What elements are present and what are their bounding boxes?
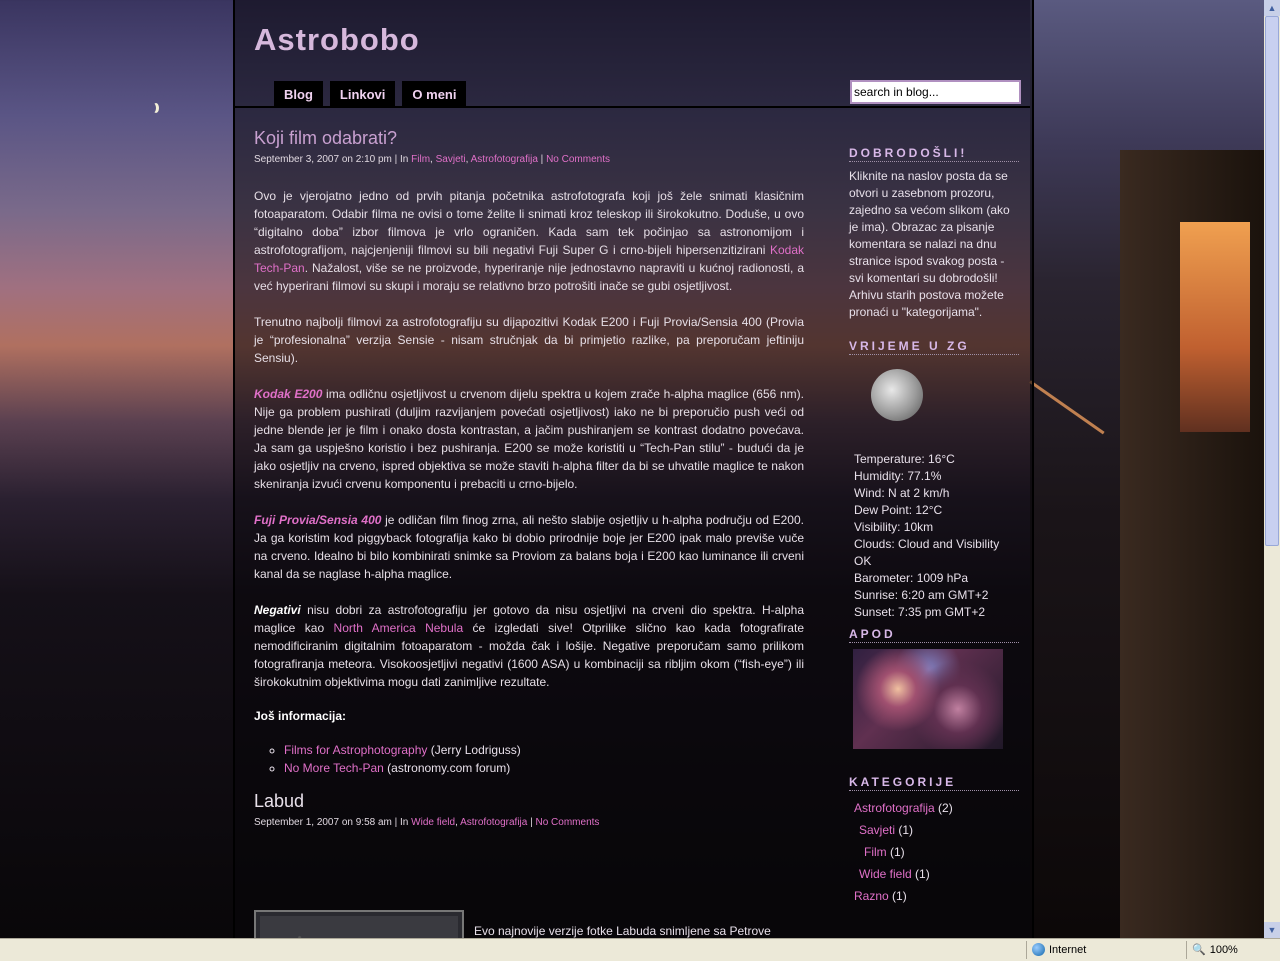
post-paragraph [254,385,804,493]
weather-sunset: Sunset: 7:35 pm GMT+2 [854,605,986,619]
zoom-level: 100% [1209,943,1238,956]
post-paragraph [254,187,804,295]
post-meta: September 3, 2007 on 2:10 pm | In Film, Savjeti, Astrofotografija | No Comments [254,154,610,165]
sky-moon [150,103,156,113]
kodak-techpan-link[interactable]: Kodak Tech-Pan [254,243,804,275]
list-item [284,759,804,777]
search-input[interactable] [850,80,1021,104]
sidebar [849,146,1019,907]
comments-link[interactable]: No Comments [535,817,600,828]
weather-heading: VRIJEME U ZG [849,339,1019,355]
category-item [854,819,1019,841]
weather-temperature: Temperature: 16°C [854,452,955,466]
paragraph-text: će izgledati sive! Otprilike slično kao kada fotografirate nemodificiranim digitalnim fotoaparatom - možda čak i lošije. Negative preporučam samo prilikom fotografiranja meteora. Visokoosjetljivi negativi (1600 ASA) u kombinaciji sa ribljim okom (“fish-eye”) ili širokokutnim objektivima mogu dati zanimljive rezultate. [254,621,804,689]
post-title[interactable]: Koji film odabrati? [254,128,398,148]
zoom-control[interactable] [1192,943,1238,956]
scroll-down-arrow-icon[interactable]: ▼ [1264,922,1280,938]
post-paragraph: Trenutno najbolji filmovi za astrofotografiju su dijapozitivi Kodak E200 i Fuji Provia/Sensia 400 (Provia je “profesionalna” verzija Sensie - nisam stručnjak da bi primjetio razlike, pa preporučam jeftiniju Sensiu). [254,315,804,365]
scene-rail [1029,380,1104,434]
category-item [854,841,1019,863]
category-item [854,885,1019,907]
north-america-nebula-link[interactable]: North America Nebula [333,621,464,635]
category-link-savjeti[interactable]: Savjeti [859,823,896,837]
weather-dew-point: Dew Point: 12°C [854,503,943,517]
status-divider [1026,941,1027,959]
weather-humidity: Humidity: 77.1% [854,469,942,483]
site-title[interactable]: Astrobobo [254,22,420,57]
categories-list [854,797,1019,907]
status-bar [0,938,1280,961]
weather-barometer: Barometer: 1009 hPa [854,571,969,585]
categories-heading: KATEGORIJE [849,775,1019,791]
category-item [854,797,1019,819]
category-link-savjeti[interactable]: Savjeti [435,154,466,165]
weather-sunrise: Sunrise: 6:20 am GMT+2 [854,588,989,602]
emphasis-negativi: Negativi [254,603,301,617]
moon-icon [871,369,923,421]
reference-author: (astronomy.com forum) [383,761,511,775]
paragraph-text: nisu dobri za astrofotografiju jer gotovo da nisu osjetljivi na crveni dio spektra. H-alpha maglice kao [254,603,804,635]
scene-window [1180,222,1250,432]
post-meta: September 1, 2007 on 9:58 am | In Wide field, Astrofotografija | No Comments [254,817,600,828]
emphasis-fuji-provia: Fuji Provia/Sensia 400 [254,513,382,527]
security-zone[interactable] [1032,943,1086,956]
category-count: (1) [888,889,907,903]
category-link-astrofotografija[interactable]: Astrofotografija [460,817,528,828]
paragraph-text: . Nažalost, više se ne proizvode, hyperiranje nije jednostavno napraviti u kućnoj radionosti, a već hyperirani filmovi su skupi i moraju se relativno brzo potrošiti inače se gubi osjetljivost. [254,261,804,293]
no-more-techpan-link[interactable]: No More Tech-Pan [284,761,384,775]
magnifier-icon: 🔍 [1192,944,1206,956]
globe-icon [1032,943,1045,956]
films-astrophotography-link[interactable]: Films for Astrophotography [284,743,428,757]
category-item [854,863,1019,885]
nav-o-meni[interactable]: O meni [402,81,466,108]
post-date: September 1, 2007 on 9:58 am | In [254,817,412,828]
nav-blog[interactable]: Blog [274,81,323,108]
weather-list [854,451,1019,621]
welcome-text: Kliknite na naslov posta da se otvori u zasebnom prozoru, zajedno sa većom slikom (ako je ima). Obrazac za pisanje komentara se nalazi na dnu stranice ispod svakog posta - svi komentari su dobrodošli! Arhivu starih postova možete pronaći u "kategorijama". [849,169,1010,319]
category-link-film[interactable]: Film [864,845,887,859]
category-count: (1) [886,845,905,859]
category-count: (1) [911,867,930,881]
main-nav [274,81,466,108]
category-link-film[interactable]: Film [411,154,431,165]
weather-clouds: Clouds: Cloud and Visibility OK [854,537,1000,568]
weather-visibility: Visibility: 10km [854,520,934,534]
paragraph-text: Ovo je vjerojatno jedno od prvih pitanja početnika astrofotografa koji još žele snimati klasičnim fotoaparatom. Odabir filma ne ovisi o tome želite li snimati kroz teleskop ili širokokutno. Doduše, u ovo “digitalno doba” izbor filmova je vrlo ograničen. Kada sam tek počinjao sa astronomijom i astrofotografijom, najcjenjeniji filmovi su bili negativi Fuji Super G i crno-bijeli hipersenzitizirani [254,189,804,257]
category-count: (2) [934,801,953,815]
reference-list [254,741,804,777]
post-paragraph [254,511,804,583]
category-link-wide-field[interactable]: Wide field [859,867,912,881]
zone-label: Internet [1049,943,1087,956]
post-date: September 3, 2007 on 2:10 pm | In [254,154,412,165]
category-count: (1) [895,823,914,837]
category-link-astrofotografija[interactable]: Astrofotografija [854,801,935,815]
scrollbar-thumb[interactable] [1265,16,1279,546]
category-link-wide-field[interactable]: Wide field [411,817,456,828]
status-divider [1186,941,1187,959]
scroll-up-arrow-icon[interactable]: ▲ [1264,0,1280,16]
post-excerpt: Evo najnovije verzije fotke Labuda snimljene sa Petrove [474,924,771,938]
category-link-razno[interactable]: Razno [854,889,889,903]
main-content [254,128,804,938]
apod-heading: APOD [849,627,1019,643]
category-link-astrofotografija[interactable]: Astrofotografija [470,154,538,165]
post-paragraph [254,601,804,691]
more-info-heading: Još informacija: [254,709,347,723]
reference-author: (Jerry Lodriguss) [427,743,521,757]
welcome-heading: DOBRODOŠLI! [849,146,1019,162]
apod-image[interactable] [853,649,1003,749]
vertical-scrollbar[interactable] [1264,0,1280,938]
background-scene [1030,0,1264,938]
paragraph-text: ima odličnu osjetljivost u crvenom dijelu spektra u kojem zrače h-alpha maglice (656 nm). Nije ga problem pushirati (duljim razvijanjem povećati osjetljivost) iako ne bi preporučio push veći od jedne blende jer je film i onako dosta kontrastan, a jačim pushiranjem se kontrast dodatno povećava. Ja sam ga uspješno koristio i bez pushiranja. E200 se može koristiti u “Tech-Pan stilu” - budući da je jako osjetljiv na crveno, ispred objektiva se može staviti h-alpha filter da bi se uhvatile maglice te nakon skeniranja izvući crvenu komponentu i prebaciti u crno-bijelo. [254,387,804,491]
list-item [284,741,804,759]
comments-link[interactable]: No Comments [546,154,610,165]
weather-wind: Wind: N at 2 km/h [854,486,950,500]
emphasis-kodak-e200: Kodak E200 [254,387,323,401]
paragraph-text: je odličan film finog zrna, ali nešto slabije osjetljiv u h-alpha području od E200. Ja ga koristim kod piggyback fotografija kako bi dobio prirodnije boje jer E200 ipak malo previše vuče na crveno. Idealno bi bilo kombinirati snimke sa Proviom za balans boja i E200 kao luminance ili crveni kanal da se naglase h-alpha maglice. [254,513,804,581]
post-title[interactable]: Labud [254,791,305,811]
nav-linkovi[interactable]: Linkovi [330,81,396,108]
